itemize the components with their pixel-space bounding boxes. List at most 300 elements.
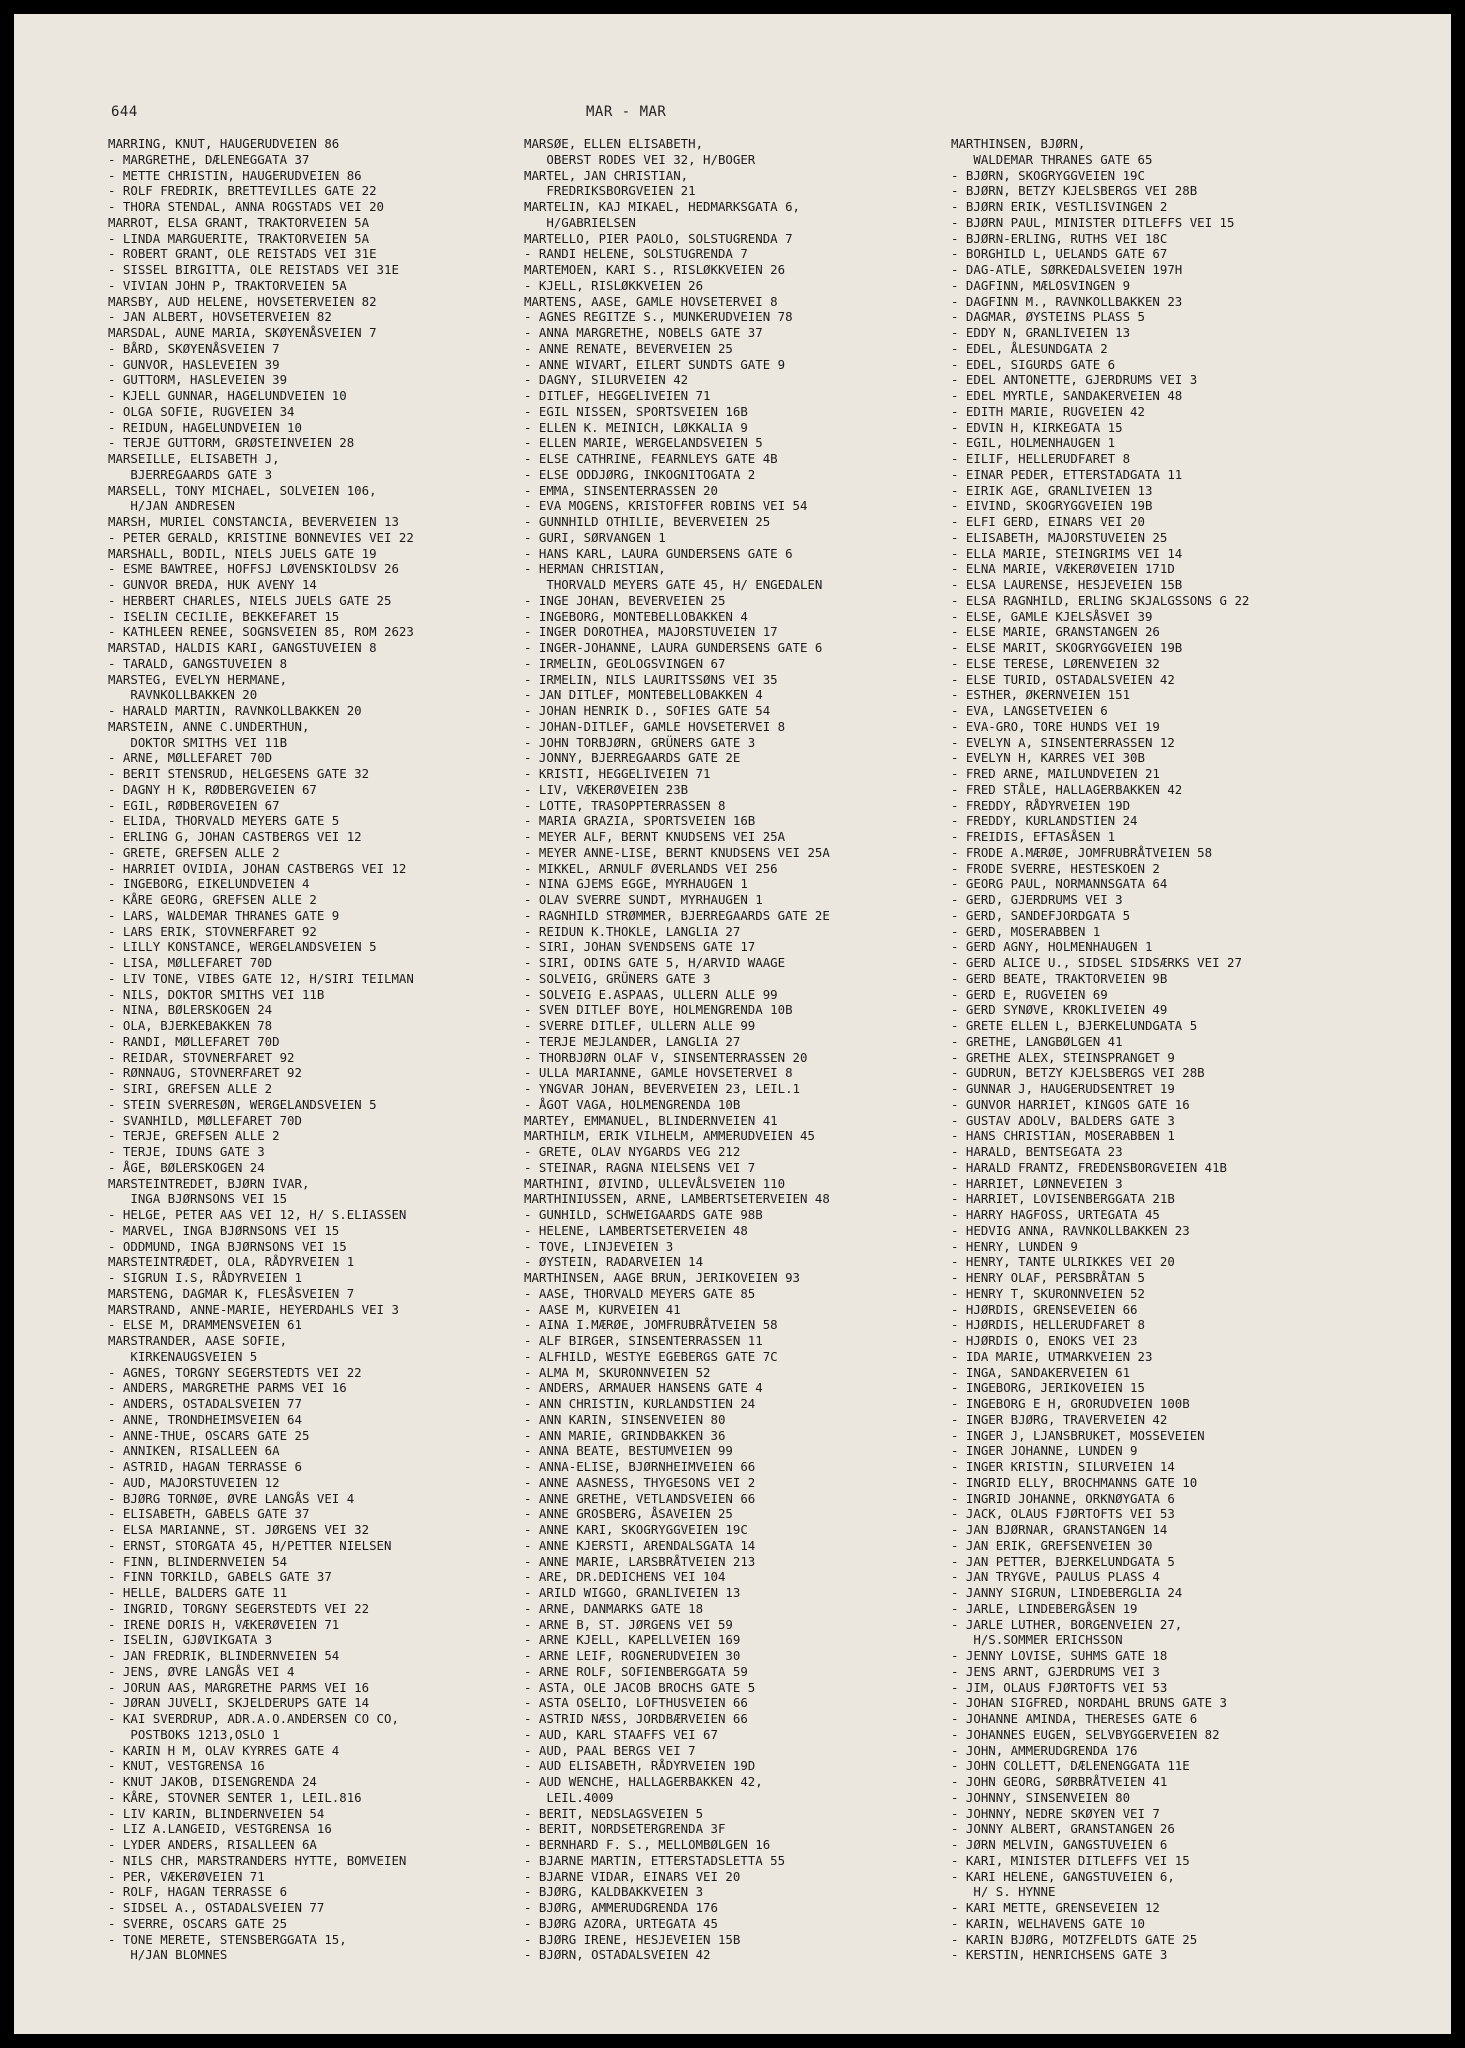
directory-entry: - JOHANNES EUGEN, SELVBYGGERVEIEN 82 bbox=[951, 1726, 1220, 1742]
directory-entry: - GUNHILD, SCHWEIGAARDS GATE 98B bbox=[524, 1207, 763, 1222]
directory-entry: POSTBOKS 1213,OSLO 1 bbox=[108, 1726, 280, 1742]
directory-entry: - AUD ELISABETH, RÅDYRVEIEN 19D bbox=[524, 1758, 756, 1774]
directory-entry: - JOHAN SIGFRED, NORDAHL BRUNS GATE 3 bbox=[951, 1695, 1228, 1711]
directory-entry: - JAN BJØRNAR, GRANSTANGEN 14 bbox=[951, 1522, 1168, 1537]
directory-entry: - PER, VÆKERØVEIEN 71 bbox=[108, 1868, 265, 1884]
directory-entry: - THORBJØRN OLAF V, SINSENTERRASSEN 20 bbox=[524, 1049, 808, 1065]
directory-entry: - OLA, BJERKEBAKKEN 78 bbox=[108, 1018, 273, 1033]
directory-entry: - ELSA RAGNHILD, ERLING SKJALGSSONS G 22 bbox=[951, 592, 1250, 608]
directory-entry: - BJØRN PAUL, MINISTER DITLEFFS VEI 15 bbox=[951, 214, 1235, 230]
directory-entry: - EGIL, HOLMENHAUGEN 1 bbox=[951, 435, 1116, 451]
directory-entry: MARRING, KNUT, HAUGERUDVEIEN 86 bbox=[108, 136, 340, 151]
page-number: 644 bbox=[111, 104, 138, 120]
directory-entry: - GERD, SANDEFJORDGATA 5 bbox=[951, 907, 1131, 923]
directory-entry: - INGA, SANDAKERVEIEN 61 bbox=[951, 1364, 1131, 1380]
directory-entry: MARTENS, AASE, GAMLE HOVSETERVEI 8 bbox=[524, 293, 778, 309]
directory-entry: - HENRY, LUNDEN 9 bbox=[951, 1238, 1078, 1254]
directory-entry: - JENNY LOVISE, SUHMS GATE 18 bbox=[951, 1648, 1168, 1663]
directory-entry: - AUD, MAJORSTUVEIEN 12 bbox=[108, 1474, 280, 1490]
directory-entry: - NILS, DOKTOR SMITHS VEI 11B bbox=[108, 986, 325, 1002]
directory-entry: - AUD, PAAL BERGS VEI 7 bbox=[524, 1742, 696, 1758]
directory-entry: - INGEBORG, MONTEBELLOBAKKEN 4 bbox=[524, 608, 748, 624]
directory-entry: - HERMAN CHRISTIAN, bbox=[524, 561, 666, 577]
directory-entry: - HENRY T, SKURONNVEIEN 52 bbox=[951, 1285, 1145, 1301]
directory-entry: - MARVEL, INGA BJØRNSONS VEI 15 bbox=[108, 1222, 340, 1238]
directory-entry: - SVERRE DITLEF, ULLERN ALLE 99 bbox=[524, 1018, 756, 1033]
directory-entry: - MIKKEL, ARNULF ØVERLANDS VEI 256 bbox=[524, 860, 778, 876]
directory-entry: - BJØRG, KALDBAKKVEIEN 3 bbox=[524, 1884, 704, 1900]
directory-entry: - ARNE B, ST. JØRGENS VEI 59 bbox=[524, 1616, 733, 1632]
directory-entry: - INGRID JOHANNE, ORKNØYGATA 6 bbox=[951, 1490, 1175, 1506]
directory-entry: MARSTRAND, ANNE-MARIE, HEYERDAHLS VEI 3 bbox=[108, 1301, 399, 1317]
directory-entry: - KARIN BJØRG, MOTZFELDTS GATE 25 bbox=[951, 1931, 1198, 1947]
directory-entry: - SIDSEL A., OSTADALSVEIEN 77 bbox=[108, 1900, 325, 1915]
directory-entry: - KJELL, RISLØKKVEIEN 26 bbox=[524, 277, 704, 293]
directory-entry: - FINN, BLINDERNVEIEN 54 bbox=[108, 1553, 288, 1569]
directory-entry: MARTEL, JAN CHRISTIAN, bbox=[524, 167, 689, 183]
directory-entry: - REIDUN, HAGELUNDVEIEN 10 bbox=[108, 419, 302, 435]
directory-entry: - ISELIN CECILIE, BEKKEFARET 15 bbox=[108, 608, 340, 624]
directory-entry: INGA BJØRNSONS VEI 15 bbox=[108, 1191, 288, 1207]
directory-entry: MARTHILM, ERIK VILHELM, AMMERUDVEIEN 45 bbox=[524, 1128, 815, 1144]
directory-entry: - BJØRN-ERLING, RUTHS VEI 18C bbox=[951, 230, 1168, 246]
directory-entry: - SVEN DITLEF BOYE, HOLMENGRENDA 10B bbox=[524, 1002, 793, 1018]
directory-entry: - FRED STÅLE, HALLAGERBAKKEN 42 bbox=[951, 781, 1183, 797]
directory-entry: - ARNE LEIF, ROGNERUDVEIEN 30 bbox=[524, 1648, 741, 1663]
directory-entry: - JOHAN-DITLEF, GAMLE HOVSETERVEI 8 bbox=[524, 718, 786, 734]
directory-entry: - EDITH MARIE, RUGVEIEN 42 bbox=[951, 403, 1145, 419]
directory-entry: - BJARNE MARTIN, ETTERSTADSLETTA 55 bbox=[524, 1852, 786, 1868]
directory-entry: MARSDAL, AUNE MARIA, SKØYENÅSVEIEN 7 bbox=[108, 325, 377, 340]
directory-entry: - GUSTAV ADOLV, BALDERS GATE 3 bbox=[951, 1112, 1175, 1128]
directory-entry: - MEYER ALF, BERNT KNUDSENS VEI 25A bbox=[524, 829, 786, 844]
directory-entry: - EILIF, HELLERUDFARET 8 bbox=[951, 451, 1131, 466]
directory-entry: - GERD, GJERDRUMS VEI 3 bbox=[951, 892, 1123, 907]
directory-entry: - LOTTE, TRASOPPTERRASSEN 8 bbox=[524, 797, 726, 813]
directory-entry: - HJØRDIS, GRENSEVEIEN 66 bbox=[951, 1301, 1138, 1317]
directory-entry: - BJØRG IRENE, HESJEVEIEN 15B bbox=[524, 1931, 741, 1947]
directory-entry: - RAGNHILD STRØMMER, BJERREGAARDS GATE 2E bbox=[524, 907, 830, 923]
directory-entry: - GERD, MOSERABBEN 1 bbox=[951, 923, 1101, 939]
directory-entry: - DAGFINN M., RAVNKOLLBAKKEN 23 bbox=[951, 293, 1183, 309]
directory-entry: - HENRY OLAF, PERSBRÅTAN 5 bbox=[951, 1270, 1145, 1285]
directory-entry: - ROLF, HAGAN TERRASSE 6 bbox=[108, 1884, 288, 1900]
directory-entry: - EVELYN A, SINSENTERRASSEN 12 bbox=[951, 734, 1175, 750]
directory-entry: - ELSE MARIT, SKOGRYGGVEIEN 19B bbox=[951, 640, 1183, 655]
directory-entry: - JAN ALBERT, HOVSETERVEIEN 82 bbox=[108, 309, 332, 325]
directory-entry: - LIZ A.LANGEID, VESTGRENSA 16 bbox=[108, 1821, 332, 1837]
directory-entry: - BJØRN, BETZY KJELSBERGS VEI 28B bbox=[951, 183, 1198, 199]
directory-entry: - EDEL MYRTLE, SANDAKERVEIEN 48 bbox=[951, 388, 1183, 403]
directory-entry: RAVNKOLLBAKKEN 20 bbox=[108, 687, 258, 703]
directory-entry: - EDDY N, GRANLIVEIEN 13 bbox=[951, 325, 1131, 340]
directory-entry: - INGE JOHAN, BEVERVEIEN 25 bbox=[524, 592, 726, 608]
directory-entry: - INGER DOROTHEA, MAJORSTUVEIEN 17 bbox=[524, 624, 778, 640]
directory-entry: - INGER BJØRG, TRAVERVEIEN 42 bbox=[951, 1411, 1168, 1427]
directory-entry: - JARLE, LINDEBERGÅSEN 19 bbox=[951, 1600, 1138, 1616]
directory-entry: - ULLA MARIANNE, GAMLE HOVSETERVEI 8 bbox=[524, 1065, 793, 1081]
directory-entry: - EIRIK AGE, GRANLIVEIEN 13 bbox=[951, 482, 1153, 498]
directory-entry: MARTHINIUSSEN, ARNE, LAMBERTSETERVEIEN 48 bbox=[524, 1191, 830, 1207]
directory-entry: - KARI HELENE, GANGSTUVEIEN 6, bbox=[951, 1868, 1175, 1884]
directory-entry: MARSELL, TONY MICHAEL, SOLVEIEN 106, bbox=[108, 482, 377, 498]
directory-entry: - BJØRN, SKOGRYGGVEIEN 19C bbox=[951, 167, 1145, 183]
directory-entry: - ELSE M, DRAMMENSVEIEN 61 bbox=[108, 1317, 302, 1333]
directory-entry: - HARALD FRANTZ, FREDENSBORGVEIEN 41B bbox=[951, 1159, 1228, 1175]
directory-entry: - JOHN TORBJØRN, GRÜNERS GATE 3 bbox=[524, 734, 756, 750]
directory-entry: - ARNE, MØLLEFARET 70D bbox=[108, 750, 273, 766]
directory-entry: - LARS ERIK, STOVNERFARET 92 bbox=[108, 923, 317, 939]
directory-entry: - HARRY HAGFOSS, URTEGATA 45 bbox=[951, 1207, 1160, 1222]
directory-entry: - JOHAN HENRIK D., SOFIES GATE 54 bbox=[524, 703, 771, 718]
directory-entry: - HJØRDIS, HELLERUDFARET 8 bbox=[951, 1317, 1145, 1333]
directory-entry: LEIL.4009 bbox=[524, 1789, 614, 1805]
directory-entry: - GUDRUN, BETZY KJELSBERGS VEI 28B bbox=[951, 1065, 1205, 1081]
directory-entry: - ANNIKEN, RISALLEEN 6A bbox=[108, 1443, 280, 1459]
directory-entry: - INGRID, TORGNY SEGERSTEDTS VEI 22 bbox=[108, 1600, 370, 1616]
directory-entry: - ESTHER, ØKERNVEIEN 151 bbox=[951, 687, 1131, 703]
directory-entry: - JANNY SIGRUN, LINDEBERGLIA 24 bbox=[951, 1585, 1183, 1600]
directory-entry: - ODDMUND, INGA BJØRNSONS VEI 15 bbox=[108, 1238, 347, 1254]
directory-entry: OBERST RODES VEI 32, H/BOGER bbox=[524, 151, 756, 167]
directory-entry: - DAGNY, SILURVEIEN 42 bbox=[524, 372, 689, 388]
directory-entry: - LIV, VÆKERØVEIEN 23B bbox=[524, 781, 689, 797]
directory-entry: - EIVIND, SKOGRYGGVEIEN 19B bbox=[951, 498, 1153, 514]
directory-entry: - MEYER ANNE-LISE, BERNT KNUDSENS VEI 25A bbox=[524, 844, 830, 860]
directory-entry: MARSTEIN, ANNE C.UNDERTHUN, bbox=[108, 718, 310, 734]
directory-entry: - GRETE, OLAV NYGARDS VEG 212 bbox=[524, 1144, 741, 1159]
directory-entry: - SIRI, GREFSEN ALLE 2 bbox=[108, 1081, 273, 1096]
directory-entry: - FRODE A.MÆRØE, JOMFRUBRÅTVEIEN 58 bbox=[951, 844, 1213, 860]
directory-entry: - GERD SYNØVE, KROKLIVEIEN 49 bbox=[951, 1002, 1168, 1018]
directory-entry: - GERD AGNY, HOLMENHAUGEN 1 bbox=[951, 939, 1153, 955]
directory-entry: - HARALD MARTIN, RAVNKOLLBAKKEN 20 bbox=[108, 703, 362, 718]
directory-entry: - EGIL NISSEN, SPORTSVEIEN 16B bbox=[524, 403, 748, 419]
directory-entry: - JACK, OLAUS FJØRTOFTS VEI 53 bbox=[951, 1506, 1175, 1522]
directory-entry: - GUNNAR J, HAUGERUDSENTRET 19 bbox=[951, 1081, 1175, 1096]
directory-entry: - HJØRDIS O, ENOKS VEI 23 bbox=[951, 1333, 1138, 1348]
directory-entry: - ANNE GROSBERG, ÅSAVEIEN 25 bbox=[524, 1506, 733, 1522]
directory-entry: - RANDI HELENE, SOLSTUGRENDA 7 bbox=[524, 246, 748, 262]
directory-entry: - GRETHE, LANGBØLGEN 41 bbox=[951, 1033, 1123, 1049]
directory-entry: - GUNVOR, HASLEVEIEN 39 bbox=[108, 356, 280, 372]
directory-entry: - ELFI GERD, EINARS VEI 20 bbox=[951, 514, 1145, 529]
directory-entry: - HARRIET OVIDIA, JOHAN CASTBERGS VEI 12 bbox=[108, 860, 407, 876]
directory-entry: - HELLE, BALDERS GATE 11 bbox=[108, 1585, 288, 1600]
directory-entry: - JOHN GEORG, SØRBRÅTVEIEN 41 bbox=[951, 1774, 1168, 1789]
directory-entry: MARSTAD, HALDIS KARI, GANGSTUVEIEN 8 bbox=[108, 640, 377, 655]
directory-entry: - AGNES REGITZE S., MUNKERUDVEIEN 78 bbox=[524, 309, 793, 325]
directory-entry: - ANNE AASNESS, THYGESONS VEI 2 bbox=[524, 1474, 756, 1490]
directory-entry: FREDRIKSBORGVEIEN 21 bbox=[524, 183, 696, 199]
directory-entry: - FREDDY, KURLANDSTIEN 24 bbox=[951, 813, 1138, 829]
directory-entry: - BERIT, NORDSETERGRENDA 3F bbox=[524, 1821, 726, 1837]
directory-entry: - LISA, MØLLEFARET 70D bbox=[108, 955, 273, 970]
directory-entry: - ELLEN K. MEINICH, LØKKALIA 9 bbox=[524, 419, 748, 435]
directory-entry: - DITLEF, HEGGELIVEIEN 71 bbox=[524, 388, 711, 403]
directory-entry: - GUNVOR BREDA, HUK AVENY 14 bbox=[108, 577, 317, 592]
directory-entry: - OLGA SOFIE, RUGVEIEN 34 bbox=[108, 403, 295, 419]
directory-entry: - GERD BEATE, TRAKTORVEIEN 9B bbox=[951, 970, 1168, 986]
directory-entry: - ARNE ROLF, SOFIENBERGGATA 59 bbox=[524, 1663, 748, 1679]
directory-entry: - BERNHARD F. S., MELLOMBØLGEN 16 bbox=[524, 1837, 771, 1852]
directory-entry: MARTHINI, ØIVIND, ULLEVÅLSVEIEN 110 bbox=[524, 1175, 786, 1191]
directory-entry: - ASTRID NÆSS, JORDBÆRVEIEN 66 bbox=[524, 1711, 748, 1726]
directory-entry: - LYDER ANDERS, RISALLEEN 6A bbox=[108, 1837, 317, 1852]
directory-entry: - ELSE TERESE, LØRENVEIEN 32 bbox=[951, 655, 1160, 671]
directory-entry: - ROBERT GRANT, OLE REISTADS VEI 31E bbox=[108, 246, 377, 262]
directory-entry: - LARS, WALDEMAR THRANES GATE 9 bbox=[108, 907, 340, 923]
directory-entry: - JORUN AAS, MARGRETHE PARMS VEI 16 bbox=[108, 1679, 370, 1695]
directory-entry: - ERNST, STORGATA 45, H/PETTER NIELSEN bbox=[108, 1537, 392, 1553]
directory-entry: H/GABRIELSEN bbox=[524, 214, 636, 230]
directory-entry: - ELISABETH, GABELS GATE 37 bbox=[108, 1506, 310, 1522]
directory-entry: MARSHALL, BODIL, NIELS JUELS GATE 19 bbox=[108, 545, 377, 561]
directory-entry: - VIVIAN JOHN P, TRAKTORVEIEN 5A bbox=[108, 277, 347, 293]
directory-entry: - JONNY ALBERT, GRANSTANGEN 26 bbox=[951, 1821, 1175, 1837]
directory-entry: MARTELIN, KAJ MIKAEL, HEDMARKSGATA 6, bbox=[524, 199, 801, 214]
directory-entry: MARSH, MURIEL CONSTANCIA, BEVERVEIEN 13 bbox=[108, 514, 399, 529]
directory-entry: - SIRI, ODINS GATE 5, H/ARVID WAAGE bbox=[524, 955, 786, 970]
directory-entry: - GERD E, RUGVEIEN 69 bbox=[951, 986, 1108, 1002]
directory-entry: - HANS CHRISTIAN, MOSERABBEN 1 bbox=[951, 1128, 1175, 1144]
directory-entry: - ASTRID, HAGAN TERRASSE 6 bbox=[108, 1459, 302, 1474]
directory-entry: - KATHLEEN RENEE, SOGNSVEIEN 85, ROM 2623 bbox=[108, 624, 414, 640]
directory-entry: - INGER-JOHANNE, LAURA GUNDERSENS GATE 6 bbox=[524, 640, 823, 655]
directory-entry: - EVELYN H, KARRES VEI 30B bbox=[951, 750, 1145, 766]
directory-entry: - IRMELIN, GEOLOGSVINGEN 67 bbox=[524, 655, 726, 671]
directory-entry: - EMMA, SINSENTERRASSEN 20 bbox=[524, 482, 718, 498]
directory-entry: - NINA GJEMS EGGE, MYRHAUGEN 1 bbox=[524, 876, 748, 892]
directory-entry: - IDA MARIE, UTMARKVEIEN 23 bbox=[951, 1348, 1153, 1364]
directory-entry: - RØNNAUG, STOVNERFARET 92 bbox=[108, 1065, 302, 1081]
directory-entry: - BJØRG, AMMERUDGRENDA 176 bbox=[524, 1900, 718, 1915]
directory-entry: - INGER J, LJANSBRUKET, MOSSEVEIEN bbox=[951, 1427, 1205, 1443]
directory-entry: - KARIN H M, OLAV KYRRES GATE 4 bbox=[108, 1742, 340, 1758]
directory-entry: - JOHNNY, NEDRE SKØYEN VEI 7 bbox=[951, 1805, 1160, 1821]
directory-entry: - FREIDIS, EFTASÅSEN 1 bbox=[951, 829, 1116, 844]
directory-entry: - KÅRE, STOVNER SENTER 1, LEIL.816 bbox=[108, 1789, 362, 1805]
directory-entry: - SOLVEIG E.ASPAAS, ULLERN ALLE 99 bbox=[524, 986, 778, 1002]
directory-entry: - INGRID ELLY, BROCHMANNS GATE 10 bbox=[951, 1474, 1198, 1490]
directory-entry: - BERIT, NEDSLAGSVEIEN 5 bbox=[524, 1805, 704, 1821]
directory-entry: - HARRIET, LØNNEVEIEN 3 bbox=[951, 1175, 1123, 1191]
directory-entry: - HERBERT CHARLES, NIELS JUELS GATE 25 bbox=[108, 592, 392, 608]
directory-entry: - HARRIET, LOVISENBERGGATA 21B bbox=[951, 1191, 1175, 1207]
directory-entry: - ISELIN, GJØVIKGATA 3 bbox=[108, 1632, 273, 1648]
directory-entry: - JENS ARNT, GJERDRUMS VEI 3 bbox=[951, 1663, 1160, 1679]
directory-entry: - GRETE ELLEN L, BJERKELUNDGATA 5 bbox=[951, 1018, 1198, 1033]
directory-entry: H/JAN BLOMNES bbox=[108, 1947, 228, 1963]
directory-entry: - EDEL, SIGURDS GATE 6 bbox=[951, 356, 1116, 372]
directory-entry: - BJØRN, OSTADALSVEIEN 42 bbox=[524, 1947, 711, 1963]
directory-entry: - KJELL GUNNAR, HAGELUNDVEIEN 10 bbox=[108, 388, 347, 403]
directory-entry: MARROT, ELSA GRANT, TRAKTORVEIEN 5A bbox=[108, 214, 370, 230]
directory-entry: DOKTOR SMITHS VEI 11B bbox=[108, 734, 288, 750]
directory-entry: - ROLF FREDRIK, BRETTEVILLES GATE 22 bbox=[108, 183, 377, 199]
directory-entry: - RANDI, MØLLEFARET 70D bbox=[108, 1033, 280, 1049]
directory-entry: - ANDERS, ARMAUER HANSENS GATE 4 bbox=[524, 1380, 763, 1396]
directory-entry: - ANNE-THUE, OSCARS GATE 25 bbox=[108, 1427, 310, 1443]
directory-entry: - STEIN SVERRESØN, WERGELANDSVEIEN 5 bbox=[108, 1096, 377, 1112]
directory-entry: - PETER GERALD, KRISTINE BONNEVIES VEI 22 bbox=[108, 529, 414, 545]
directory-entry: - ÅGE, BØLERSKOGEN 24 bbox=[108, 1159, 265, 1175]
directory-entry: - REIDUN K.THOKLE, LANGLIA 27 bbox=[524, 923, 741, 939]
directory-entry: - ANDERS, MARGRETHE PARMS VEI 16 bbox=[108, 1380, 347, 1396]
directory-entry: MARSTEG, EVELYN HERMANE, bbox=[108, 671, 288, 687]
directory-entry: - ASTA OSELIO, LOFTHUSVEIEN 66 bbox=[524, 1695, 748, 1711]
directory-entry: - HEDVIG ANNA, RAVNKOLLBAKKEN 23 bbox=[951, 1222, 1190, 1238]
directory-entry: MARTEMOEN, KARI S., RISLØKKVEIEN 26 bbox=[524, 262, 786, 277]
directory-entry: - LIV KARIN, BLINDERNVEIEN 54 bbox=[108, 1805, 325, 1821]
directory-entry: - ARILD WIGGO, GRANLIVEIEN 13 bbox=[524, 1585, 741, 1600]
directory-entry: - ASTA, OLE JACOB BROCHS GATE 5 bbox=[524, 1679, 756, 1695]
directory-entry: - ELNA MARIE, VÆKERØVEIEN 171D bbox=[951, 561, 1175, 577]
directory-entry: - SOLVEIG, GRÜNERS GATE 3 bbox=[524, 970, 711, 986]
directory-entry: - METTE CHRISTIN, HAUGERUDVEIEN 86 bbox=[108, 167, 362, 183]
directory-entry: - JØRAN JUVELI, SKJELDERUPS GATE 14 bbox=[108, 1695, 370, 1711]
directory-entry: - INGEBORG E H, GRORUDVEIEN 100B bbox=[951, 1396, 1190, 1411]
directory-entry: - NILS CHR, MARSTRANDERS HYTTE, BOMVEIEN bbox=[108, 1852, 407, 1868]
directory-entry: - ANNE WIVART, EILERT SUNDTS GATE 9 bbox=[524, 356, 786, 372]
directory-entry: - SIRI, JOHAN SVENDSENS GATE 17 bbox=[524, 939, 756, 955]
directory-entry: - TARALD, GANGSTUVEIEN 8 bbox=[108, 655, 288, 671]
directory-entry: - ELSE TURID, OSTADALSVEIEN 42 bbox=[951, 671, 1175, 687]
directory-entry: - EVA, LANGSETVEIEN 6 bbox=[951, 703, 1108, 718]
column-left bbox=[108, 136, 414, 1963]
directory-entry: - LIV TONE, VIBES GATE 12, H/SIRI TEILMAN bbox=[108, 970, 414, 986]
directory-entry: - JAN DITLEF, MONTEBELLOBAKKEN 4 bbox=[524, 687, 763, 703]
directory-entry: - EDEL ANTONETTE, GJERDRUMS VEI 3 bbox=[951, 372, 1198, 388]
directory-entry: - SVANHILD, MØLLEFARET 70D bbox=[108, 1112, 302, 1128]
directory-entry: - GUNNHILD OTHILIE, BEVERVEIEN 25 bbox=[524, 514, 771, 529]
directory-entry: - EVA MOGENS, KRISTOFFER ROBINS VEI 54 bbox=[524, 498, 808, 514]
directory-entry: - ANNA-ELISE, BJØRNHEIMVEIEN 66 bbox=[524, 1459, 756, 1474]
directory-entry: MARTHINSEN, AAGE BRUN, JERIKOVEIEN 93 bbox=[524, 1270, 801, 1285]
directory-entry: - KRISTI, HEGGELIVEIEN 71 bbox=[524, 766, 711, 781]
directory-entry: - ARE, DR.DEDICHENS VEI 104 bbox=[524, 1569, 726, 1585]
directory-entry: - LILLY KONSTANCE, WERGELANDSVEIEN 5 bbox=[108, 939, 377, 955]
directory-entry: - KAI SVERDRUP, ADR.A.O.ANDERSEN CO CO, bbox=[108, 1711, 399, 1726]
directory-entry: - ALMA M, SKURONNVEIEN 52 bbox=[524, 1364, 711, 1380]
directory-entry: - AASE M, KURVEIEN 41 bbox=[524, 1301, 681, 1317]
directory-entry: - JOHNNY, SINSENVEIEN 80 bbox=[951, 1789, 1131, 1805]
directory-entry: MARSEILLE, ELISABETH J, bbox=[108, 451, 280, 466]
directory-entry: - FREDDY, RÅDYRVEIEN 19D bbox=[951, 797, 1131, 813]
directory-entry: - GRETHE ALEX, STEINSPRANGET 9 bbox=[951, 1049, 1175, 1065]
directory-entry: - JENS, ØVRE LANGÅS VEI 4 bbox=[108, 1663, 295, 1679]
directory-entry: - JAN ERIK, GREFSENVEIEN 30 bbox=[951, 1537, 1153, 1553]
directory-entry: - GUNVOR HARRIET, KINGOS GATE 16 bbox=[951, 1096, 1190, 1112]
directory-entry: - JOHANNE AMINDA, THERESES GATE 6 bbox=[951, 1711, 1198, 1726]
directory-entry: - INGEBORG, EIKELUNDVEIEN 4 bbox=[108, 876, 310, 892]
directory-entry: - BJØRG TORNØE, ØVRE LANGÅS VEI 4 bbox=[108, 1490, 355, 1506]
directory-entry: - EGIL, RØDBERGVEIEN 67 bbox=[108, 797, 280, 813]
directory-entry: - EDEL, ÅLESUNDGATA 2 bbox=[951, 340, 1108, 356]
directory-entry: MARTHINSEN, BJØRN, bbox=[951, 136, 1086, 151]
directory-entry: - JARLE LUTHER, BORGENVEIEN 27, bbox=[951, 1616, 1183, 1632]
directory-entry: - ANNA BEATE, BESTUMVEIEN 99 bbox=[524, 1443, 733, 1459]
directory-entry: - GEORG PAUL, NORMANNSGATA 64 bbox=[951, 876, 1168, 892]
directory-entry: - ELISABETH, MAJORSTUVEIEN 25 bbox=[951, 529, 1168, 545]
directory-entry: - INGEBORG, JERIKOVEIEN 15 bbox=[951, 1380, 1145, 1396]
directory-entry: - ELSE CATHRINE, FEARNLEYS GATE 4B bbox=[524, 451, 778, 466]
directory-entry: - KÅRE GEORG, GREFSEN ALLE 2 bbox=[108, 892, 317, 907]
running-head: MAR - MAR bbox=[586, 104, 667, 120]
directory-entry: - LINDA MARGUERITE, TRAKTORVEIEN 5A bbox=[108, 230, 370, 246]
directory-entry: - BJØRG AZORA, URTEGATA 45 bbox=[524, 1915, 718, 1931]
directory-entry: - ELSA MARIANNE, ST. JØRGENS VEI 32 bbox=[108, 1522, 370, 1537]
directory-entry: - ANN MARIE, GRINDBAKKEN 36 bbox=[524, 1427, 726, 1443]
directory-entry: - AINA I.MÆRØE, JOMFRUBRÅTVEIEN 58 bbox=[524, 1317, 778, 1333]
directory-entry: - ARNE KJELL, KAPELLVEIEN 169 bbox=[524, 1632, 741, 1648]
directory-entry: - DAG-ATLE, SØRKEDALSVEIEN 197H bbox=[951, 262, 1183, 277]
directory-entry: THORVALD MEYERS GATE 45, H/ ENGEDALEN bbox=[524, 577, 823, 592]
directory-entry: - ANNE KARI, SKOGRYGGVEIEN 19C bbox=[524, 1522, 748, 1537]
directory-entry: - BÅRD, SKØYENÅSVEIEN 7 bbox=[108, 340, 280, 356]
directory-entry: - EDVIN H, KIRKEGATA 15 bbox=[951, 419, 1123, 435]
directory-entry: - JØRN MELVIN, GANGSTUVEIEN 6 bbox=[951, 1837, 1168, 1852]
directory-entry: - JIM, OLAUS FJØRTOFTS VEI 53 bbox=[951, 1679, 1168, 1695]
directory-entry: - TOVE, LINJEVEIEN 3 bbox=[524, 1238, 674, 1254]
directory-entry: - ALFHILD, WESTYE EGEBERGS GATE 7C bbox=[524, 1348, 778, 1364]
directory-entry: - ANNE KJERSTI, ARENDALSGATA 14 bbox=[524, 1537, 756, 1553]
directory-entry: - IRENE DORIS H, VÆKERØVEIEN 71 bbox=[108, 1616, 340, 1632]
directory-entry: - ANNE GRETHE, VETLANDSVEIEN 66 bbox=[524, 1490, 756, 1506]
directory-entry: - TONE MERETE, STENSBERGGATA 15, bbox=[108, 1931, 347, 1947]
directory-entry: - TERJE GUTTORM, GRØSTEINVEIEN 28 bbox=[108, 435, 355, 451]
directory-entry: - ÅGOT VAGA, HOLMENGRENDA 10B bbox=[524, 1096, 741, 1112]
directory-entry: - HELENE, LAMBERTSETERVEIEN 48 bbox=[524, 1222, 748, 1238]
directory-entry: - ANN KARIN, SINSENVEIEN 80 bbox=[524, 1411, 726, 1427]
directory-entry: - ELSA LAURENSE, HESJEVEIEN 15B bbox=[951, 577, 1183, 592]
directory-entry: - DAGFINN, MÆLOSVINGEN 9 bbox=[951, 277, 1131, 293]
directory-entry: - SISSEL BIRGITTA, OLE REISTADS VEI 31E bbox=[108, 262, 399, 277]
directory-entry: - SIGRUN I.S, RÅDYRVEIEN 1 bbox=[108, 1270, 302, 1285]
directory-entry: - DAGMAR, ØYSTEINS PLASS 5 bbox=[951, 309, 1145, 325]
directory-entry: - INGER JOHANNE, LUNDEN 9 bbox=[951, 1443, 1138, 1459]
directory-entry: - KNUT JAKOB, DISENGRENDA 24 bbox=[108, 1774, 317, 1789]
directory-entry: - ANNE RENATE, BEVERVEIEN 25 bbox=[524, 340, 733, 356]
directory-entry: - JOHN COLLETT, DÆLENENGGATA 11E bbox=[951, 1758, 1190, 1774]
directory-entry: - HARALD, BENTSEGATA 23 bbox=[951, 1144, 1123, 1159]
directory-entry: - BJARNE VIDAR, EINARS VEI 20 bbox=[524, 1868, 741, 1884]
directory-entry: - GERD ALICE U., SIDSEL SIDSÆRKS VEI 27 bbox=[951, 955, 1242, 970]
directory-entry: - DAGNY H K, RØDBERGVEIEN 67 bbox=[108, 781, 317, 797]
directory-entry: - MARGRETHE, DÆLENEGGATA 37 bbox=[108, 151, 310, 167]
directory-entry: - HELGE, PETER AAS VEI 12, H/ S.ELIASSEN bbox=[108, 1207, 407, 1222]
directory-entry: - ELSE, GAMLE KJELSÅSVEI 39 bbox=[951, 608, 1153, 624]
directory-entry: - ØYSTEIN, RADARVEIEN 14 bbox=[524, 1254, 704, 1270]
directory-entry: WALDEMAR THRANES GATE 65 bbox=[951, 151, 1153, 167]
directory-entry: H/ S. HYNNE bbox=[951, 1884, 1056, 1900]
directory-entry: MARSTRANDER, AASE SOFIE, bbox=[108, 1333, 288, 1348]
directory-entry: BJERREGAARDS GATE 3 bbox=[108, 466, 273, 482]
directory-entry: - JAN TRYGVE, PAULUS PLASS 4 bbox=[951, 1569, 1160, 1585]
directory-entry: - JAN PETTER, BJERKELUNDGATA 5 bbox=[951, 1553, 1175, 1569]
directory-entry: - ELSE MARIE, GRANSTANGEN 26 bbox=[951, 624, 1160, 640]
directory-entry: - ANN CHRISTIN, KURLANDSTIEN 24 bbox=[524, 1396, 756, 1411]
directory-entry: - JAN FREDRIK, BLINDERNVEIEN 54 bbox=[108, 1648, 340, 1663]
directory-page bbox=[14, 14, 1451, 2034]
directory-entry: - ANDERS, OSTADALSVEIEN 77 bbox=[108, 1396, 302, 1411]
directory-entry: - ESME BAWTREE, HOFFSJ LØVENSKIOLDSV 26 bbox=[108, 561, 399, 577]
directory-entry: - KARI METTE, GRENSEVEIEN 12 bbox=[951, 1900, 1160, 1915]
directory-entry: - GUTTORM, HASLEVEIEN 39 bbox=[108, 372, 288, 388]
directory-entry: - ELLEN MARIE, WERGELANDSVEIEN 5 bbox=[524, 435, 763, 451]
directory-entry: H/JAN ANDRESEN bbox=[108, 498, 235, 514]
directory-entry: - FRODE SVERRE, HESTESKOEN 2 bbox=[951, 860, 1160, 876]
